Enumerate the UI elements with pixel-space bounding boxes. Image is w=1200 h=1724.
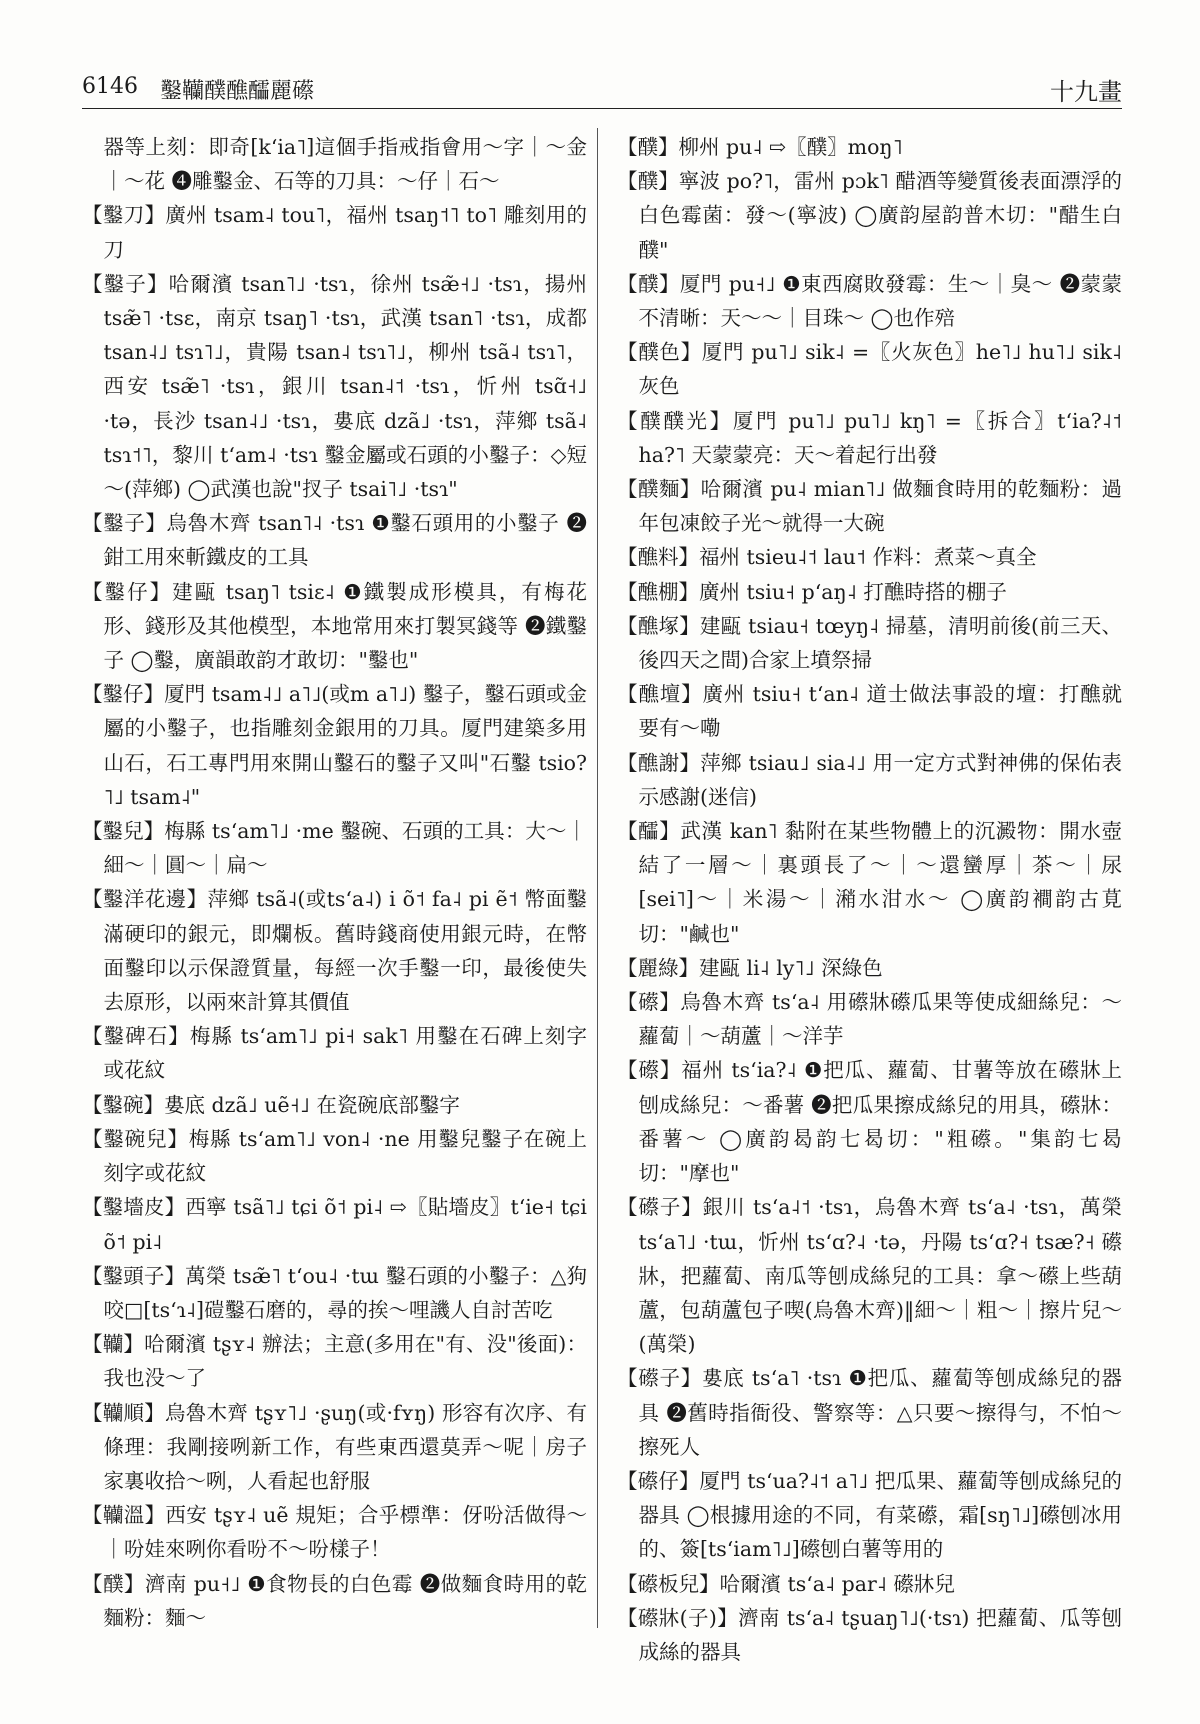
dictionary-entry: 【醭】柳州 pu˨ ⇨〖醭〗moŋ˥ [617,135,903,159]
dictionary-entry: 【醮塚】建甌 tsiau˧ tœyŋ˨ 掃墓，清明前後(前三天、後四天之間)合家上墳祭掃 [617,613,1122,673]
dictionary-entry: 【鑿子】哈爾濱 tsan˥˩ ·tsɿ，徐州 tsæ̃˧˩ ·tsɿ，揚州 tsæ̃˥ ·tsɛ，南京 tsaŋ˥ ·tsɿ，武漢 tsan˥ ·tsɿ，成都 tsan˨˩ tsɿ˥˩，貴陽 tsan˨ tsɿ˥˩，柳州 tsã˨ tsɿ˥，西安 tsæ̃˥ ·tsɿ，銀川 tsan˨˦ ·tsɿ，忻州 tsɑ̃˧˩ ·tə，長沙 tsan˨˩ ·tsɿ，婁底 dzã˩ ·tsɿ，萍鄉 tsã˨ tsɿ˦˥，黎川 tʻam˨ ·tsɿ 鑿金屬或石頭的小鑿子：◇短～(萍鄉) ◯武漢也說"扠子 tsai˥˩ ·tsɿ" [82,271,587,502]
left-column [82,130,587,1640]
dictionary-entry: 【鑿兒】梅縣 tsʻam˥˩ ·me 鑿碗、石頭的工具：大～｜細～｜圓～｜扁～ [82,819,587,878]
dictionary-entry: 【鑿墻皮】西寧 tsã˥˩ tɕi õ˦ pi˨ ⇨〖貼墻皮〗tʻie˧ tɕi õ˦ pi˨ [82,1195,587,1254]
running-head-characters: 鑿韊醭醮醽麗礤 [160,79,315,104]
dictionary-entry: 【礤】福州 tsʻia?˨ ❶把瓜、蘿蔔、甘薯等放在礤牀上刨成絲兒：～番薯 ❷把瓜果擦成絲兒的用具，礤牀：番薯～ ◯廣韵曷韵七曷切："粗礤。"集韵七曷切："摩也" [617,1058,1122,1186]
page-header [82,68,1122,109]
dictionary-entry: 【韊順】烏魯木齊 tʂʏ˥˩ ·ʂuŋ(或·fʏŋ) 形容有次序、有條理：我剛接咧新工作，有些東西還莫弄～呢｜房子家裏收拾～咧，人看起也舒服 [82,1400,587,1493]
dictionary-entry: 【醮棚】廣州 tsiu˧ pʻaŋ˨ 打醮時搭的棚子 [617,579,1007,604]
dictionary-entry: 【鑿子】烏魯木齊 tsan˥˨ ·tsɿ ❶鑿石頭用的小鑿子 ❷鉗工用來斬鐵皮的工具 [82,511,587,570]
dictionary-entry: 【醮料】福州 tsieu˨˦ lau˦ 作料：煮菜～真全 [617,545,1037,570]
right-column [617,130,1122,1664]
dictionary-entry: 【醭醭光】厦門 pu˥˩ pu˥˩ kŋ˥ =〖拆合〗tʻia?˨˦ ha?˥ 天蒙蒙亮：天～着起行出發 [617,408,1122,467]
dictionary-entry: 【醭色】厦門 pu˥˩ sik˨ =〖火灰色〗he˥˩ hu˥˩ sik˨ 灰色 [617,340,1122,399]
dictionary-entry: 【鑿碗】婁底 dzã˩ uẽ˧˩ 在瓷碗底部鑿字 [82,1092,460,1117]
dictionary-entry: 【礤仔】厦門 tsʻua?˨˦ a˥˩ 把瓜果、蘿蔔等刨成絲兒的器具 ◯根據用途的不同，有菜礤，霜[sŋ˥˩]礤刨冰用的、簽[tsʻiam˥˩]礤刨白薯等用的 [617,1468,1122,1562]
dictionary-entry: 【礤子】婁底 tsʻa˥ ·tsɿ ❶把瓜、蘿蔔等刨成絲兒的器具 ❷舊時指衙役、警察等：△只要～擦得勻，不怕～擦死人 [617,1366,1122,1459]
dictionary-entry: 【醮壇】廣州 tsiu˧ tʻan˨ 道士做法事設的壇：打醮就要有～嘞 [617,682,1122,741]
dictionary-entry: 【醭麵】哈爾濱 pu˨ mian˥˩ 做麵食時用的乾麵粉：過年包凍餃子光～就得一大碗 [617,477,1122,536]
dictionary-entry: 【鑿頭子】萬榮 tsæ̃˥ tʻou˨ ·tɯ 鑿石頭的小鑿子：△狗咬□[tsʻɿ˨]磑鑿石磨的，尋的挨～哩譏人自討苦吃 [82,1263,587,1322]
dictionary-entry: 【醮謝】萍鄉 tsiau˩ sia˨˩ 用一定方式對神佛的保佑表示感謝(迷信) [617,750,1122,809]
dictionary-entry: 【鑿碗兒】梅縣 tsʻam˥˩ von˨ ·ne 用鑿兒鑿子在碗上刻字或花紋 [82,1126,587,1186]
dictionary-entry: 【韊溫】西安 tʂʏ˨ uẽ 規矩；合乎標準：伢吩活做得～｜吩娃來咧你看吩不～吩樣子！ [82,1503,587,1562]
dictionary-entry: 【鑿刀】廣州 tsam˨ tou˥，福州 tsaŋ˦˥ to˥ 雕刻用的刀 [82,203,587,262]
dictionary-entry: 【醭】寧波 po?˥，雷州 pɔk˥ 醋酒等變質後表面漂浮的白色霉菌：發～(寧波) ◯廣韵屋韵普木切："醋生白醭" [617,169,1122,262]
dictionary-entry: 【韊】哈爾濱 tʂʏ˨ 辦法；主意(多用在"有、没"後面)：我也没～了 [82,1332,587,1391]
page-number: 6146 [82,74,138,99]
dictionary-entry: 【醽】武漢 kan˥ 黏附在某些物體上的沉澱物：開水壺結了一層～｜裏頭長了～｜～還蠻厚｜茶～｜尿[sei˥]～｜米湯～｜潲水泔水～ ◯廣韵襇韵古莧切："鹹也" [617,819,1122,946]
dictionary-entry: 【礤子】銀川 tsʻa˨˦ ·tsɿ，烏魯木齊 tsʻa˨ ·tsɿ，萬榮 tsʻa˥˩ ·tɯ，忻州 tsʻɑ?˨ ·tə，丹陽 tsʻɑ?˧ tsæ?˧ 礤牀，把蘿蔔、南瓜等刨成絲兒的工具：拿～礤上些葫蘆，包葫蘆包子喫(烏魯木齊)‖細～｜粗～｜擦片兒～(萬榮) [617,1195,1122,1357]
dictionary-entry: 【鑿仔】建甌 tsaŋ˥ tsiɛ˨ ❶鐵製成形模具，有梅花形、錢形及其他模型，本地常用來打製冥錢等 ❷鐵鑿子 ◯鑿，廣韻敢韵才敢切："鑿也" [82,579,587,673]
dictionary-entry: 【醭】厦門 pu˧˩ ❶東西腐敗發霉：生～｜臭～ ❷蒙蒙不清晰：天～～｜目珠～ ◯也作殕 [617,271,1122,331]
dictionary-entry: 【麗綠】建甌 li˨ ly˥˩ 深綠色 [617,955,883,980]
dictionary-entry: 【礤】烏魯木齊 tsʻa˨ 用礤牀礤瓜果等使成細絲兒：～蘿蔔｜～葫蘆｜～洋芋 [617,990,1122,1049]
dictionary-entry: 【礤板兒】哈爾濱 tsʻa˨ par˨ 礤牀兒 [617,1571,955,1596]
stroke-section-label: 十九畫 [1050,78,1122,106]
dictionary-entry: 【鑿洋花邊】萍鄉 tsã˨(或tsʻa˨) i õ˦ fa˨ pi ẽ˦ 幣面鑿滿硬印的銀元，即爛板。舊時錢商使用銀元時，在幣面鑿印以示保證質量，每經一次手鑿一印，最後使失去原形，以兩來計算其價值 [82,887,587,1015]
dictionary-entry: 【鑿仔】厦門 tsam˨˩ a˥˩(或m a˥˩) 鑿子，鑿石頭或金屬的小鑿子，也指雕刻金銀用的刀具。厦門建築多用山石，石工專門用來開山鑿石的鑿子又叫"石鑿 tsio?˥˩ tsam˨" [82,682,587,809]
dictionary-entry: 器等上刻：即奇[kʻia˥]這個手指戒指會用～字｜～金｜～花 ❹雕鑿金、石等的刀具：～仔｜石～ [103,135,587,194]
column-divider [597,128,598,1628]
dictionary-entry: 【醭】濟南 pu˧˩ ❶食物長的白色霉 ❷做麵食時用的乾麵粉：麵～ [82,1571,587,1630]
dictionary-entry: 【鑿碑石】梅縣 tsʻam˥˩ pi˧ sak˥ 用鑿在石碑上刻字或花紋 [82,1024,587,1083]
dictionary-entry: 【礤牀(子)】濟南 tsʻa˨ tʂuaŋ˥˩(·tsɿ) 把蘿蔔、瓜等刨成絲的器具 [617,1605,1122,1664]
